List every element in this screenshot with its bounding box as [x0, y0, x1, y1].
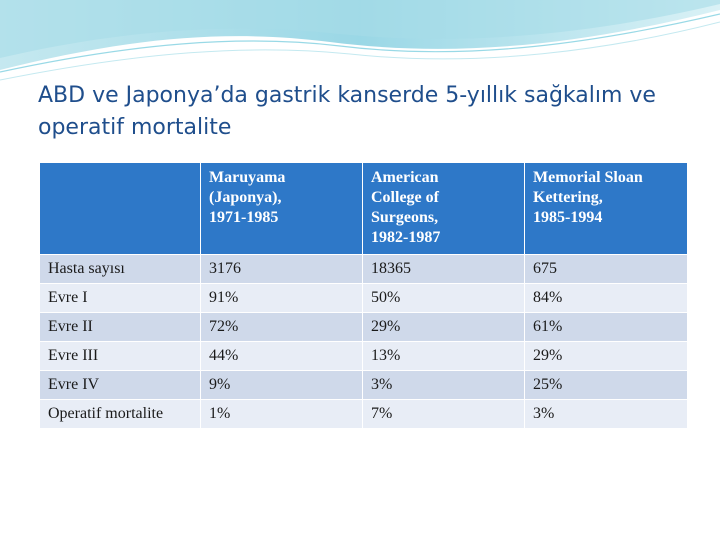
- row-label-cell: Evre IV: [40, 371, 201, 400]
- table-row: [40, 371, 688, 400]
- table-row: [40, 255, 688, 284]
- value-cell: 1%: [201, 400, 363, 429]
- value-cell: 3%: [525, 400, 688, 429]
- value-cell: 7%: [363, 400, 525, 429]
- table-row: [40, 284, 688, 313]
- value-cell: 84%: [525, 284, 688, 313]
- header-cell: Maruyama (Japonya), 1971-1985: [201, 163, 363, 255]
- table-row: [40, 342, 688, 371]
- decorative-wave-header: [0, 0, 720, 90]
- value-cell: 3%: [363, 371, 525, 400]
- header-cell: American College of Surgeons, 1982-1987: [363, 163, 525, 255]
- table-body: [40, 255, 688, 429]
- value-cell: 29%: [363, 313, 525, 342]
- value-cell: 25%: [525, 371, 688, 400]
- value-cell: 18365: [363, 255, 525, 284]
- value-cell: 50%: [363, 284, 525, 313]
- value-cell: 3176: [201, 255, 363, 284]
- value-cell: 29%: [525, 342, 688, 371]
- table-row: [40, 400, 688, 429]
- value-cell: 675: [525, 255, 688, 284]
- row-label-cell: Operatif mortalite: [40, 400, 201, 429]
- header-row: [40, 163, 688, 255]
- row-label-cell: Evre I: [40, 284, 201, 313]
- row-label-cell: Hasta sayısı: [40, 255, 201, 284]
- table-row: [40, 313, 688, 342]
- row-label-cell: Evre II: [40, 313, 201, 342]
- value-cell: 44%: [201, 342, 363, 371]
- slide-title: ABD ve Japonya’da gastrik kanserde 5-yıllık sağkalım ve operatif mortalite: [38, 83, 656, 140]
- value-cell: 13%: [363, 342, 525, 371]
- survival-table: [39, 162, 688, 429]
- value-cell: 61%: [525, 313, 688, 342]
- row-label-cell: Evre III: [40, 342, 201, 371]
- value-cell: 9%: [201, 371, 363, 400]
- header-cell-empty: [40, 163, 201, 255]
- header-cell: Memorial Sloan Kettering, 1985-1994: [525, 163, 688, 255]
- value-cell: 72%: [201, 313, 363, 342]
- value-cell: 91%: [201, 284, 363, 313]
